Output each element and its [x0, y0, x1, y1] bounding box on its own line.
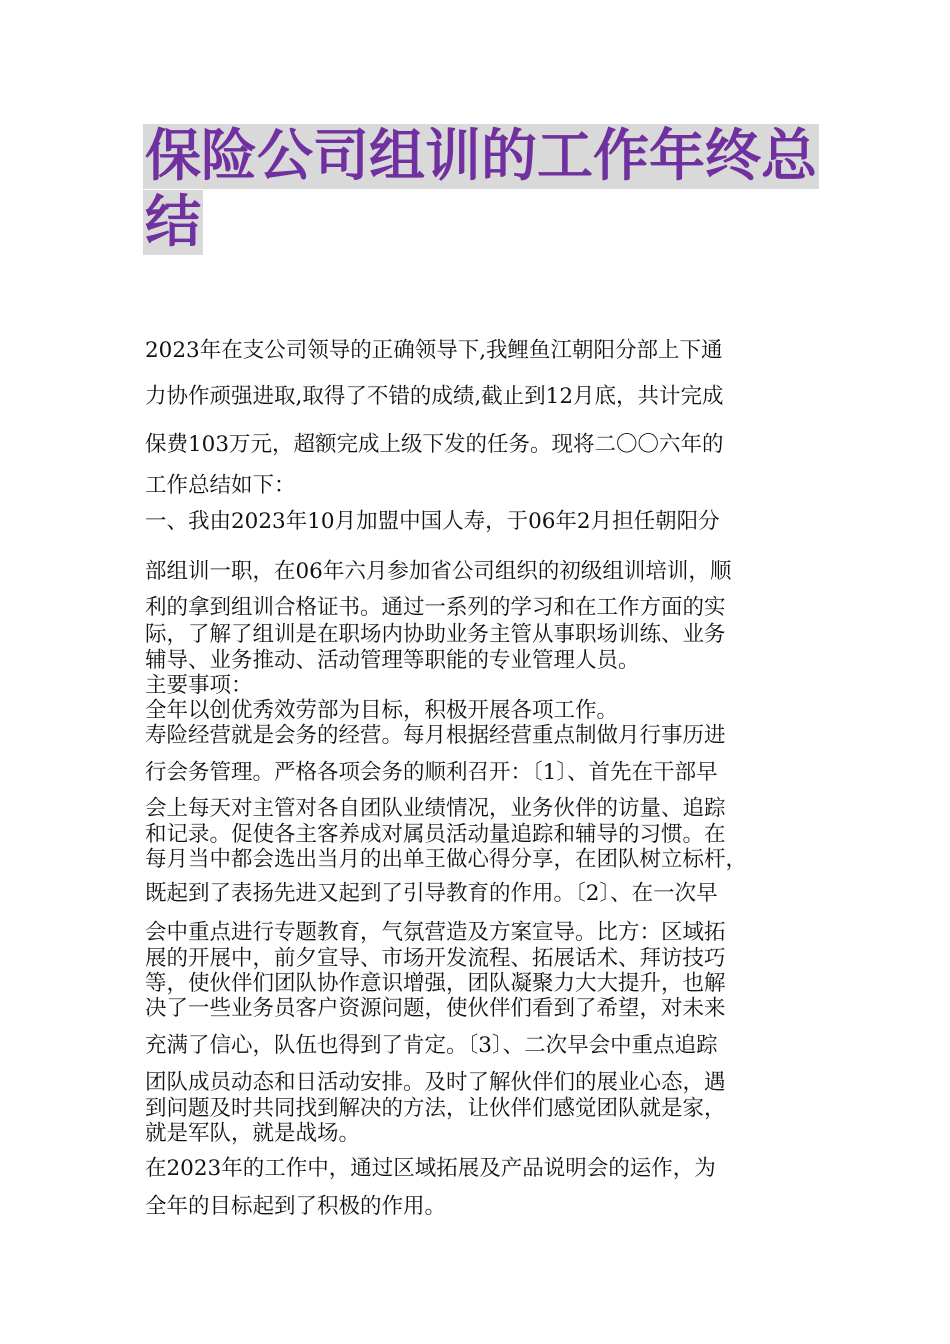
body-line-15: 和记录。促使各主客养成对属员活动量追踪和辅导的习惯。在 [145, 822, 726, 847]
body-line-26: 在2023年的工作中，通过区域拓展及产品说明会的运作，为 [145, 1156, 716, 1181]
body-line-24: 到问题及时共同找到解决的方法，让伙伴们感觉团队就是家， [145, 1096, 726, 1121]
body-line-7: 利的拿到组训合格证书。通过一系列的学习和在工作方面的实 [145, 595, 726, 620]
body-line-4: 工作总结如下： [145, 473, 296, 498]
body-line-10: 主要事项： [145, 673, 253, 698]
body-line-8: 际，了解了组训是在职场内协助业务主管从事职场训练、业务 [145, 622, 726, 647]
body-line-17: 既起到了表扬先进又起到了引导教育的作用。〔2〕、在一次早 [145, 881, 718, 906]
body-line-22: 充满了信心，队伍也得到了肯定。〔3〕、二次早会中重点追踪 [145, 1033, 718, 1058]
body-line-6: 部组训一职，在06年六月参加省公司组织的初级组训培训，顺 [145, 559, 732, 584]
body-line-21: 决了一些业务员客户资源问题，使伙伴们看到了希望，对未来 [145, 996, 726, 1021]
body-line-18: 会中重点进行专题教育，气氛营造及方案宣导。比方：区域拓 [145, 920, 726, 945]
body-line-14: 会上每天对主管对各自团队业绩情况，业务伙伴的访量、追踪 [145, 796, 726, 821]
body-line-27: 全年的目标起到了积极的作用。 [145, 1194, 447, 1219]
body-line-2: 力协作顽强进取,取得了不错的成绩,截止到12月底，共计完成 [145, 384, 724, 409]
body-line-12: 寿险经营就是会务的经营。每月根据经营重点制做月行事历进 [145, 723, 726, 748]
body-line-19: 展的开展中，前夕宣导、市场开发流程、拓展话术、拜访技巧 [145, 946, 726, 971]
document-title [143, 124, 823, 256]
body-line-9: 辅导、业务推动、活动管理等职能的专业管理人员。 [145, 648, 640, 673]
body-line-5: 一、我由2023年10月加盟中国人寿，于06年2月担任朝阳分 [145, 509, 720, 534]
body-line-25: 就是军队，就是战场。 [145, 1121, 361, 1146]
body-line-3: 保费103万元，超额完成上级下发的任务。现将二〇〇六年的 [145, 432, 724, 457]
body-line-1: 2023年在支公司领导的正确领导下,我鲤鱼江朝阳分部上下通 [145, 338, 723, 363]
document-title-text: 保险公司组训的工作年终总结 [145, 124, 817, 255]
body-line-23: 团队成员动态和日活动安排。及时了解伙伴们的展业心态，遇 [145, 1070, 726, 1095]
body-line-16: 每月当中都会选出当月的出单王做心得分享，在团队树立标杆， [145, 847, 748, 872]
body-line-20: 等，使伙伴们团队协作意识增强，团队凝聚力大大提升，也解 [145, 971, 726, 996]
body-line-11: 全年以创优秀效劳部为目标，积极开展各项工作。 [145, 698, 619, 723]
body-line-13: 行会务管理。严格各项会务的顺利召开：〔1〕、首先在干部早 [145, 760, 718, 785]
